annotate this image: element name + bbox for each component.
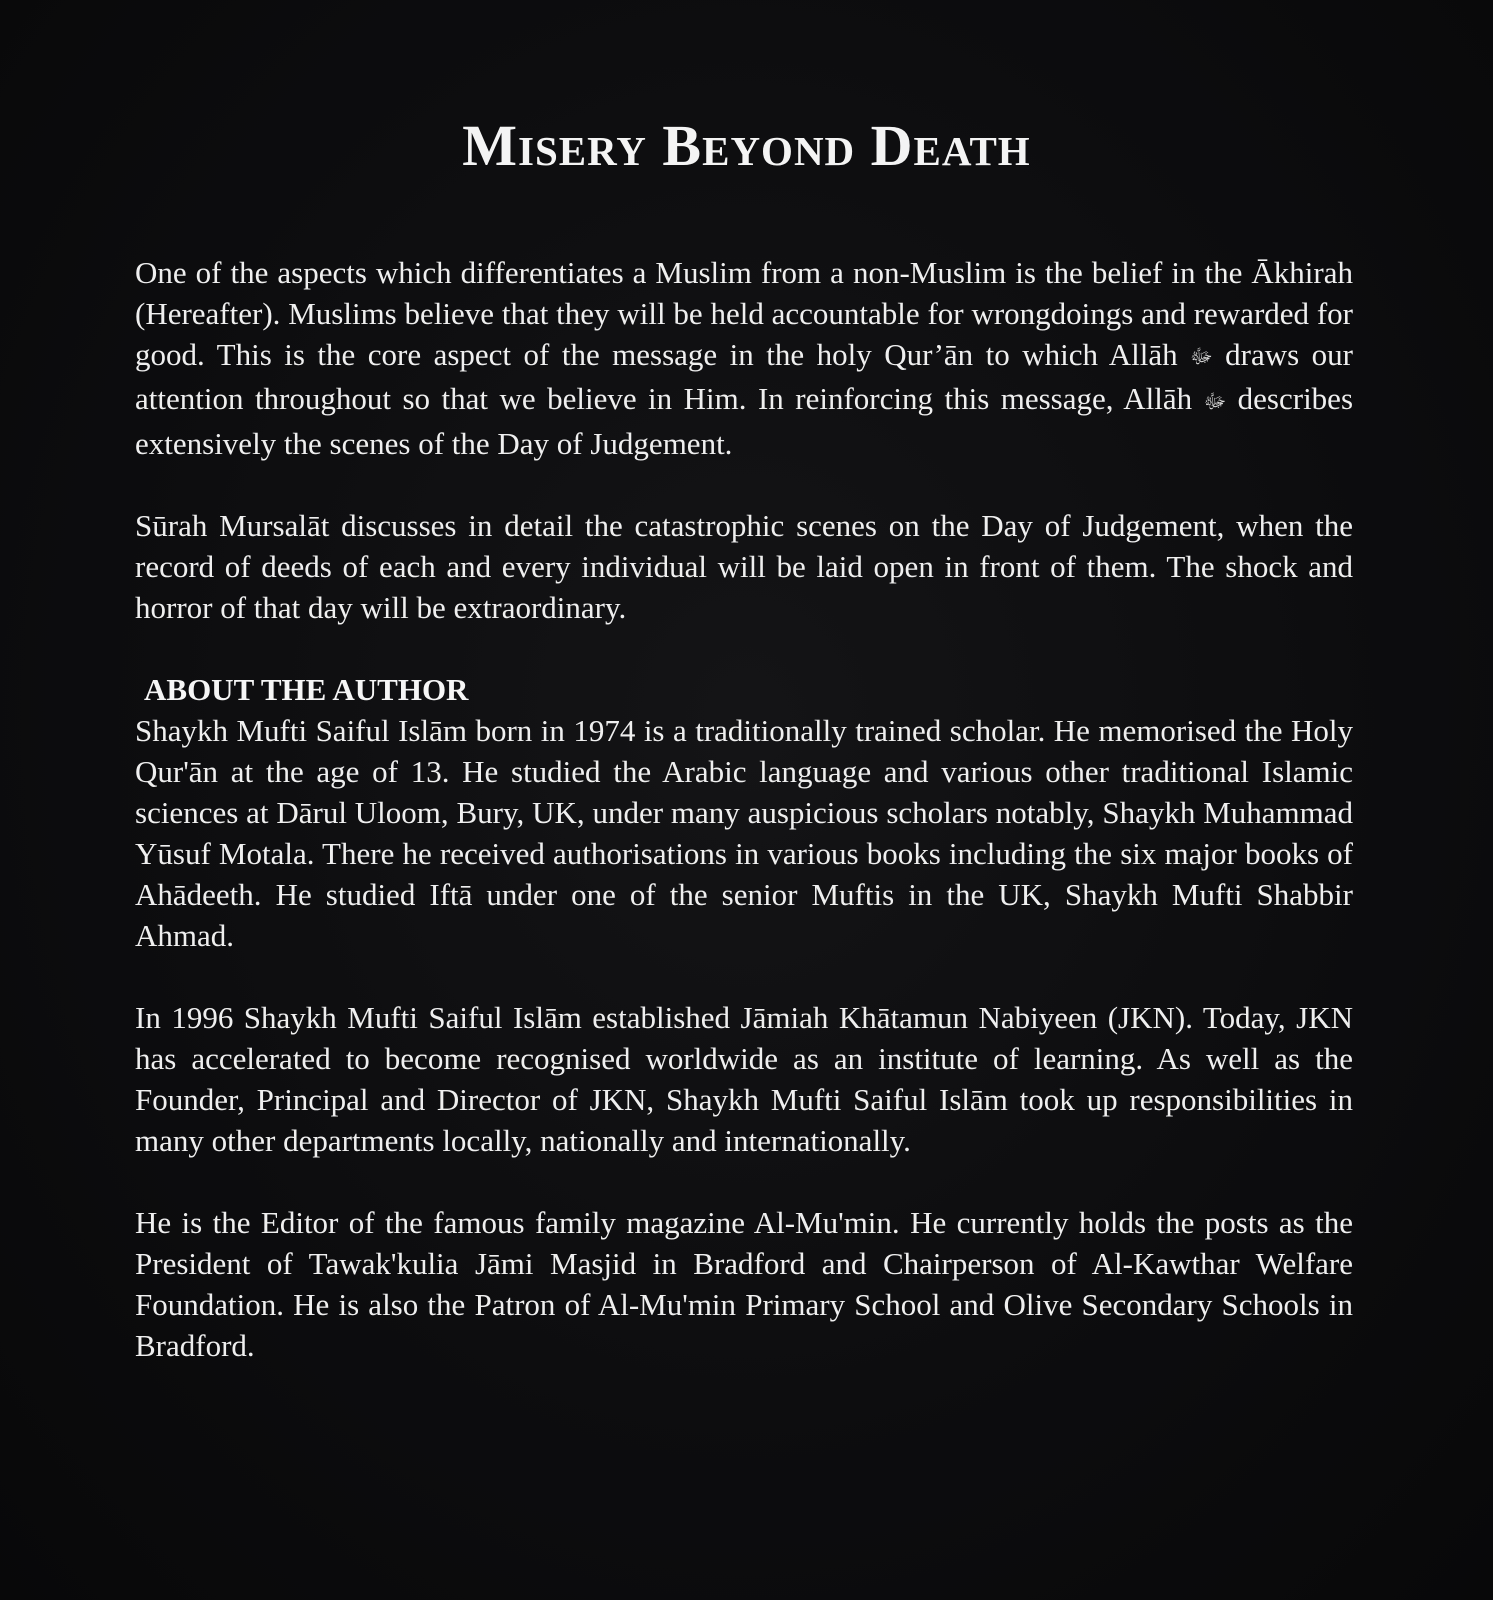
about-paragraph-1: Shaykh Mufti Saiful Islām born in 1974 is a traditionally trained scholar. He memorised the Holy Qur'ān at the age of 13. He studied the Arabic language and various other traditional Islamic sciences at Dārul Uloom, Bury, UK, under many auspicious scholars notably, Shaykh Muhammad Yūsuf Motala. There he received authorisations in various books including the six major books of Ahādeeth. He studied Iftā under one of the senior Muftis in the UK, Shaykh Mufti Shabbir Ahmad. bbox=[135, 712, 1353, 953]
honorific-glyph-icon: ﷻ bbox=[1190, 346, 1213, 369]
about-paragraph-3: He is the Editor of the famous family magazine Al-Mu'min. He currently holds the posts as the President of Tawak'kulia Jāmi Masjid in Bradford and Chairperson of Al-Kawthar Welfare Foundation. He is also the Patron of Al-Mu'min Primary School and Olive Secondary Schools in Bradford. bbox=[135, 1204, 1353, 1363]
honorific-glyph-icon: ﷻ bbox=[1203, 390, 1227, 413]
intro-paragraph-1-part-a: One of the aspects which differentiates a Muslim from a non-Muslim is the belief in the Ākhirah (Hereafter). Muslims believe that they will be held accountable for wrongdoings and rewarded for good. This is the core aspect of the message in the holy Qur’ān to which Allāh bbox=[135, 255, 1353, 372]
about-paragraph-2: In 1996 Shaykh Mufti Saiful Islām established Jāmiah Khātamun Nabiyeen (JKN). Today, JKN has accelerated to become recognised worldwide as an institute of learning. As well as the Founder, Principal and Director of JKN, Shaykh Mufti Saiful Islām took up responsibilities in many other departments locally, nationally and internationally. bbox=[135, 999, 1353, 1158]
intro-paragraph-2: Sūrah Mursalāt discusses in detail the catastrophic scenes on the Day of Judgement, when the record of deeds of each and every individual will be laid open in front of them. The shock and horror of that day will be extraordinary. bbox=[135, 507, 1353, 625]
book-title: Misery Beyond Death bbox=[462, 113, 1031, 178]
blurb-body bbox=[135, 252, 1353, 1366]
intro-paragraph-1 bbox=[135, 252, 1353, 464]
intro-paragraph-1-part-b: draws our attention throughout so that we believe in Him. In reinforcing this message, Allāh bbox=[135, 337, 1354, 417]
about-author-heading: ABOUT THE AUTHOR bbox=[144, 671, 469, 707]
intro-paragraph-1-part-c: describes extensively the scenes of the Day of Judgement. bbox=[135, 381, 1354, 461]
